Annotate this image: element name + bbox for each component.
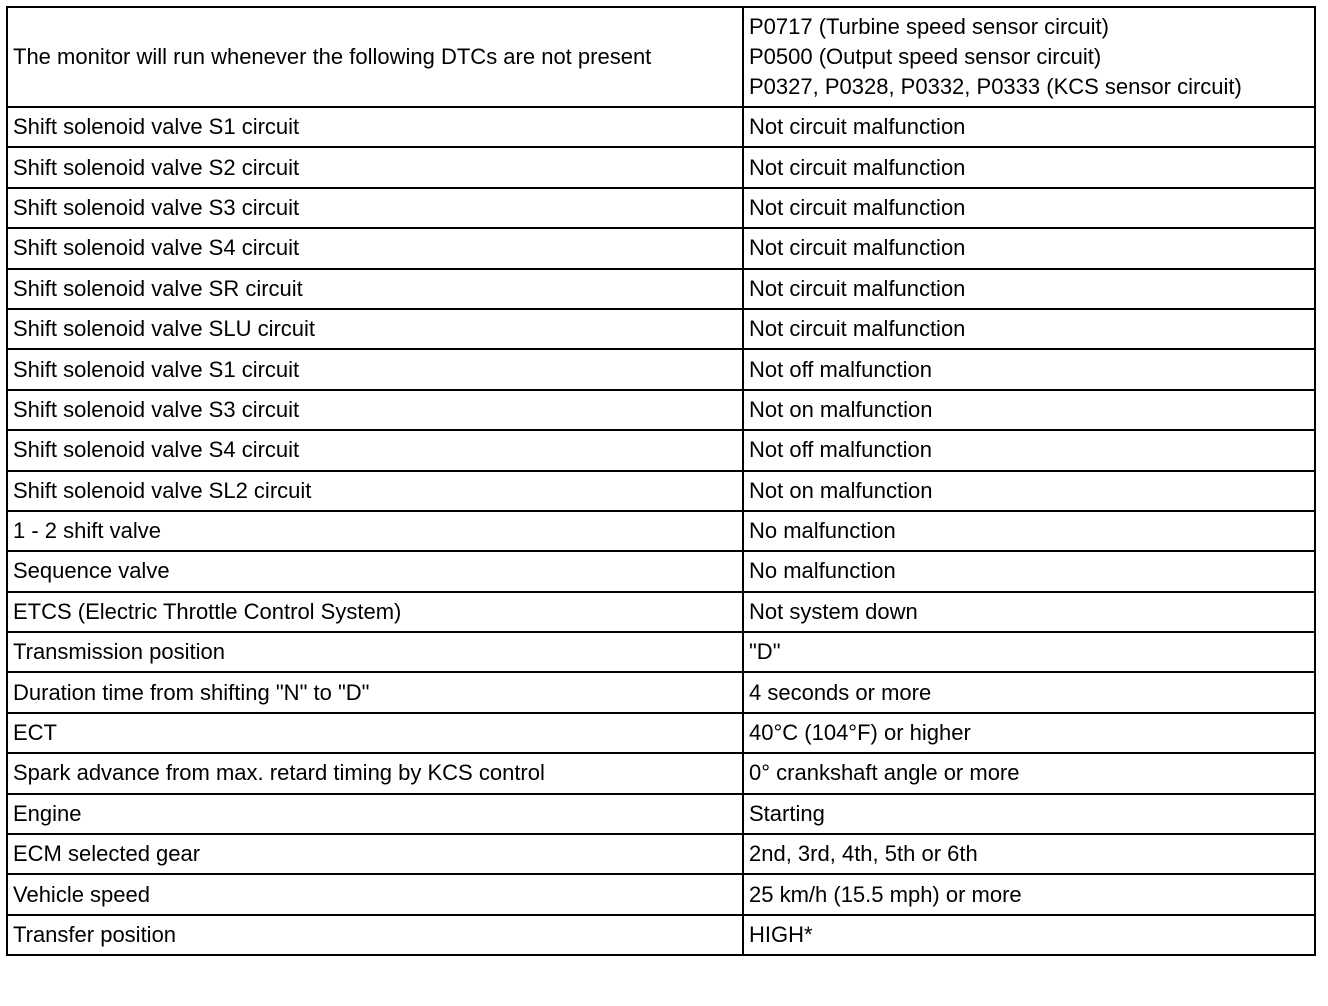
condition-cell: Shift solenoid valve S4 circuit [7, 228, 743, 268]
value-cell: HIGH* [743, 915, 1315, 955]
condition-cell: Vehicle speed [7, 874, 743, 914]
table-row [7, 834, 1315, 874]
value-cell: Not circuit malfunction [743, 309, 1315, 349]
dtc-item: P0500 (Output speed sensor circuit) [749, 44, 1102, 69]
table-row [7, 430, 1315, 470]
value-cell: 40°C (104°F) or higher [743, 713, 1315, 753]
condition-cell: Duration time from shifting "N" to "D" [7, 672, 743, 712]
dtc-item: P0717 (Turbine speed sensor circuit) [749, 14, 1109, 39]
table-row [7, 592, 1315, 632]
condition-cell: Shift solenoid valve S3 circuit [7, 390, 743, 430]
table-row [7, 915, 1315, 955]
value-cell: Not circuit malfunction [743, 228, 1315, 268]
condition-cell: Transmission position [7, 632, 743, 672]
condition-cell: Shift solenoid valve S2 circuit [7, 147, 743, 187]
value-cell: Not on malfunction [743, 471, 1315, 511]
value-cell: Not circuit malfunction [743, 188, 1315, 228]
value-cell: Not off malfunction [743, 430, 1315, 470]
condition-cell: Shift solenoid valve SLU circuit [7, 309, 743, 349]
table-row [7, 672, 1315, 712]
condition-cell: Shift solenoid valve S1 circuit [7, 107, 743, 147]
monitor-conditions-table [6, 6, 1316, 956]
condition-cell: Shift solenoid valve S4 circuit [7, 430, 743, 470]
table-row [7, 188, 1315, 228]
table-row [7, 471, 1315, 511]
table-row [7, 349, 1315, 389]
value-cell: 2nd, 3rd, 4th, 5th or 6th [743, 834, 1315, 874]
value-cell: 0° crankshaft angle or more [743, 753, 1315, 793]
value-cell: "D" [743, 632, 1315, 672]
condition-cell: ECM selected gear [7, 834, 743, 874]
table-row [7, 269, 1315, 309]
value-cell: No malfunction [743, 511, 1315, 551]
value-cell: Not off malfunction [743, 349, 1315, 389]
table-row [7, 147, 1315, 187]
condition-cell: Engine [7, 794, 743, 834]
value-cell: Not circuit malfunction [743, 107, 1315, 147]
condition-cell: 1 - 2 shift valve [7, 511, 743, 551]
table-row [7, 228, 1315, 268]
value-cell: Not circuit malfunction [743, 269, 1315, 309]
condition-cell: Spark advance from max. retard timing by KCS control [7, 753, 743, 793]
table-row [7, 874, 1315, 914]
condition-cell: ETCS (Electric Throttle Control System) [7, 592, 743, 632]
table-row [7, 7, 1315, 107]
table-row [7, 753, 1315, 793]
condition-cell: The monitor will run whenever the following DTCs are not present [7, 7, 743, 107]
condition-cell: Sequence valve [7, 551, 743, 591]
condition-cell: Transfer position [7, 915, 743, 955]
condition-cell: Shift solenoid valve S3 circuit [7, 188, 743, 228]
table-row [7, 107, 1315, 147]
table-row [7, 511, 1315, 551]
condition-cell: Shift solenoid valve SR circuit [7, 269, 743, 309]
table-row [7, 794, 1315, 834]
table-row [7, 551, 1315, 591]
table-row [7, 632, 1315, 672]
table-row [7, 309, 1315, 349]
value-cell: Not system down [743, 592, 1315, 632]
value-cell: 4 seconds or more [743, 672, 1315, 712]
value-cell: 25 km/h (15.5 mph) or more [743, 874, 1315, 914]
dtc-item: P0327, P0328, P0332, P0333 (KCS sensor circuit) [749, 74, 1242, 99]
value-cell: Starting [743, 794, 1315, 834]
value-cell: No malfunction [743, 551, 1315, 591]
condition-cell: ECT [7, 713, 743, 753]
table-row [7, 390, 1315, 430]
condition-cell: Shift solenoid valve SL2 circuit [7, 471, 743, 511]
condition-cell: Shift solenoid valve S1 circuit [7, 349, 743, 389]
value-cell: Not circuit malfunction [743, 147, 1315, 187]
dtc-list-cell [743, 7, 1315, 107]
table-row [7, 713, 1315, 753]
value-cell: Not on malfunction [743, 390, 1315, 430]
